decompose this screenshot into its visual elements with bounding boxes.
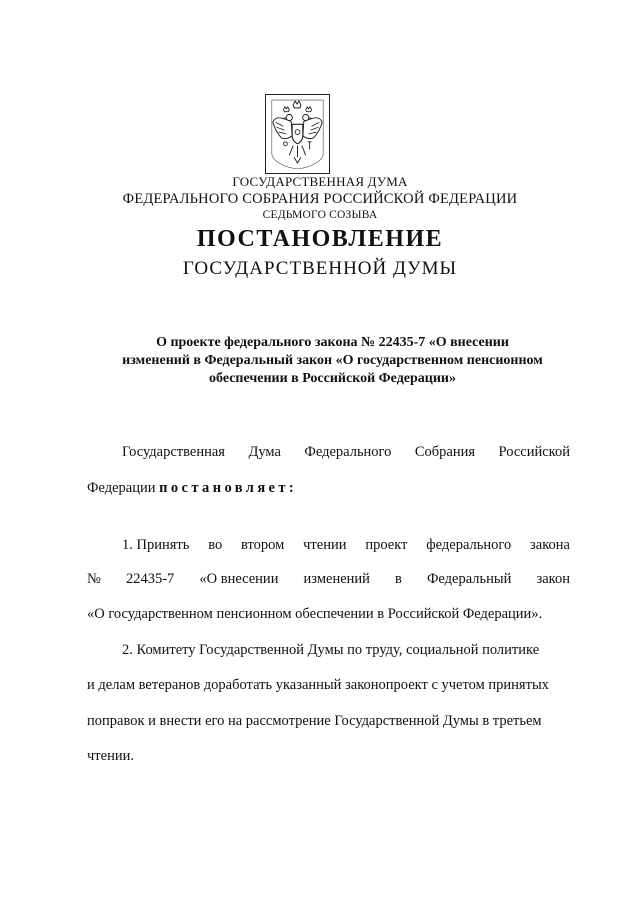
word: Федерального	[304, 444, 392, 460]
word: Собрания	[414, 444, 476, 460]
subject-line: изменений в Федеральный закон «О государственном пенсионном	[122, 353, 543, 368]
intro-line-2	[87, 480, 570, 497]
word: №	[87, 571, 101, 587]
resolves-word: постановляет:	[159, 480, 298, 496]
p2-line-1: 2. Комитету Государственной Думы по труду, социальной политике	[122, 642, 540, 658]
word: Российской	[498, 444, 570, 460]
p1-line-1	[122, 537, 570, 554]
word: чтении	[303, 537, 347, 553]
word: 22435-7	[125, 571, 175, 587]
p2-line-2: и делам ветеранов доработать указанный законопроект с учетом принятых	[87, 677, 549, 693]
word: втором	[241, 537, 285, 553]
word: федерального	[426, 537, 512, 553]
document-subtitle: ГОСУДАРСТВЕННОЙ ДУМЫ	[182, 258, 458, 279]
intro-line-1	[122, 444, 570, 461]
word: «О внесении	[199, 571, 279, 587]
word: во	[208, 537, 223, 553]
word: закона	[530, 537, 570, 553]
word: изменений	[303, 571, 370, 587]
word: Федерации	[87, 480, 156, 496]
issuer-line-3: СЕДЬМОГО СОЗЫВА	[262, 209, 378, 221]
word: 1. Принять	[122, 537, 190, 553]
subject-block	[95, 334, 570, 388]
issuer-line-2: ФЕДЕРАЛЬНОГО СОБРАНИЯ РОССИЙСКОЙ ФЕДЕРАЦИИ	[122, 191, 518, 207]
word: Федеральный	[426, 571, 512, 587]
word: Дума	[248, 444, 281, 460]
p1-line-3: «О государственном пенсионном обеспечении в Российской Федерации».	[87, 606, 543, 622]
document-title: ПОСТАНОВЛЕНИЕ	[196, 226, 444, 252]
word: Государственная	[122, 444, 225, 460]
subject-line: О проекте федерального закона № 22435-7 «О внесении	[156, 335, 509, 350]
issuer-line-1: ГОСУДАРСТВЕННАЯ ДУМА	[232, 174, 408, 189]
subject-line: обеспечении в Российской Федерации»	[209, 371, 456, 386]
word: закон	[536, 571, 570, 587]
word: в	[395, 571, 402, 587]
p2-line-3: поправок и внести его на рассмотрение Государственной Думы в третьем	[87, 713, 542, 729]
russian-coat-of-arms-icon	[265, 94, 330, 174]
p2-line-4: чтении.	[87, 748, 134, 764]
word: проект	[365, 537, 408, 553]
p1-line-2	[87, 571, 570, 588]
